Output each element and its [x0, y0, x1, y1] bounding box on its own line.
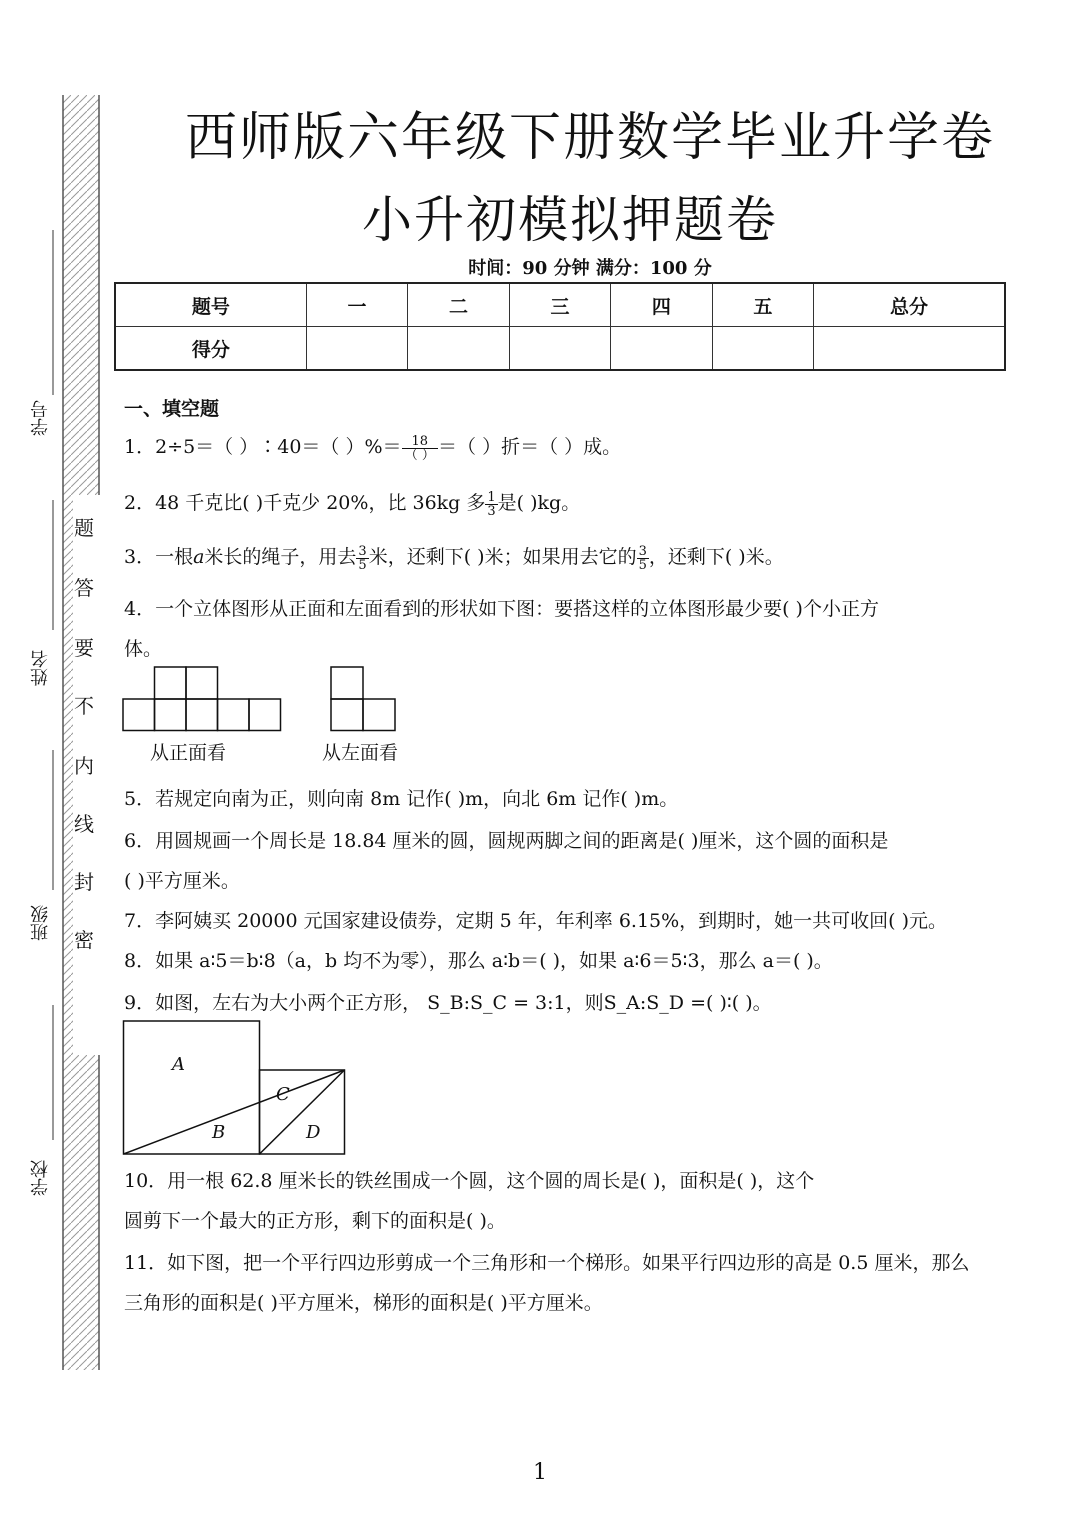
binding-margin [55, 95, 105, 1375]
seal-char: 题 [74, 516, 94, 540]
question-4-line-1: 4．一个立体图形从正面和左面看到的形状如下图：要搭这样的立体图形最少要( )个小正方 [124, 598, 879, 620]
label-school: 学校 [30, 1160, 51, 1196]
q2-fraction [485, 491, 497, 518]
q1-text-a: 1．2÷5＝（ ）∶40＝（ ）%＝ [124, 436, 402, 458]
question-4-line-2: 体。 [124, 638, 163, 660]
q3-text-c: ，还剩下( )米。 [648, 546, 784, 568]
q3-fraction-1 [356, 545, 368, 572]
fraction-denominator: （ ） [404, 447, 435, 463]
margin-underlines [48, 230, 60, 1230]
left-view-figure [330, 666, 398, 732]
region-label-a: A [172, 1054, 185, 1075]
region-label-c: C [276, 1084, 290, 1105]
table-cell: 三 [509, 283, 610, 327]
question-11-line-1: 11．如下图，把一个平行四边形剪成一个三角形和一个梯形。如果平行四边形的高是 0.5 厘米，那么 [124, 1252, 970, 1274]
score-input-cell[interactable] [306, 327, 407, 371]
question-5: 5．若规定向南为正，则向南 8m 记作( )m，向北 6m 记作( )m。 [124, 788, 679, 810]
question-7: 7．李阿姨买 20000 元国家建设债券，定期 5 年，年利率 6.15%，到期时，她一共可收回( )元。 [124, 910, 948, 932]
score-table-header-row [115, 283, 1005, 327]
table-cell: 题号 [115, 283, 306, 327]
q3-fraction-2 [637, 545, 649, 572]
table-cell: 得分 [115, 327, 306, 371]
seal-char: 要 [74, 636, 94, 660]
fraction-denominator: 5 [358, 557, 367, 573]
question-1 [124, 432, 621, 462]
score-input-cell[interactable] [408, 327, 509, 371]
question-10-line-1: 10．用一根 62.8 厘米长的铁丝围成一个圆，这个圆的周长是( )，面积是( )，这个 [124, 1170, 815, 1192]
page-number: 1 [533, 1460, 547, 1485]
fraction-denominator: 5 [638, 557, 647, 573]
table-cell: 四 [611, 283, 712, 327]
score-input-cell[interactable] [611, 327, 712, 371]
label-student-id: 学号 [30, 400, 51, 436]
score-table [114, 282, 1006, 371]
seal-char: 不 [74, 694, 94, 718]
fraction-numerator: 3 [358, 543, 367, 559]
exam-info: 时间：90 分钟 满分：100 分 [468, 258, 712, 279]
section-title: 一、填空题 [124, 398, 220, 420]
q1-text-b: ＝（ ）折＝（ ）成。 [438, 436, 622, 458]
front-view-label: 从正面看 [150, 742, 227, 764]
page-subtitle-title: 小升初模拟押题卷 [362, 191, 778, 249]
q2-text-a: 2．48 千克比( )千克少 20%，比 36kg 多 [124, 492, 486, 514]
front-view-figure [122, 666, 284, 732]
seal-char: 内 [74, 754, 94, 778]
table-cell: 一 [306, 283, 407, 327]
fraction-numerator: 3 [638, 543, 647, 559]
question-3 [124, 542, 784, 572]
seal-char: 答 [74, 576, 94, 600]
q3-text-a: 3．一根𝑎米长的绳子，用去 [124, 546, 357, 568]
squares-figure [122, 1020, 348, 1156]
question-11-line-2: 三角形的面积是( )平方厘米，梯形的面积是( )平方厘米。 [124, 1292, 603, 1314]
question-8: 8．如果 a∶5＝b∶8（a，b 均不为零），那么 a∶b＝( )，如果 a∶6＝5∶3，那么 a＝( )。 [124, 950, 833, 972]
q2-text-b: 是( )kg。 [497, 492, 581, 514]
table-cell: 五 [712, 283, 813, 327]
score-table-score-row [115, 327, 1005, 371]
fraction-numerator: 1 [487, 489, 496, 505]
question-6-line-1: 6．用圆规画一个周长是 18.84 厘米的圆，圆规两脚之间的距离是( )厘米，这个圆的面积是 [124, 830, 889, 852]
left-view-label: 从左面看 [322, 742, 399, 764]
score-input-cell[interactable] [814, 327, 1005, 371]
fraction-numerator: 18 [402, 435, 439, 449]
q1-fraction [402, 435, 439, 462]
label-name: 姓名 [30, 650, 51, 686]
region-label-d: D [306, 1122, 321, 1143]
question-9: 9．如图，左右为大小两个正方形， S_B:S_C = 3:1，则S_A:S_D =( )∶( )。 [124, 992, 772, 1014]
score-input-cell[interactable] [712, 327, 813, 371]
fraction-denominator: 3 [487, 503, 496, 519]
seal-char: 线 [74, 812, 94, 836]
score-input-cell[interactable] [509, 327, 610, 371]
seal-char: 密 [74, 928, 94, 952]
region-label-b: B [212, 1122, 226, 1143]
question-6-line-2: ( )平方厘米。 [124, 870, 240, 892]
page-title: 西师版六年级下册数学毕业升学卷 [184, 108, 995, 168]
table-cell: 总分 [814, 283, 1005, 327]
seal-char: 封 [74, 870, 94, 894]
question-10-line-2: 圆剪下一个最大的正方形，剩下的面积是( )。 [124, 1210, 506, 1232]
question-2 [124, 488, 580, 518]
q3-text-b: 米，还剩下( )米；如果用去它的 [368, 546, 637, 568]
table-cell: 二 [408, 283, 509, 327]
label-class: 班级 [30, 905, 51, 941]
